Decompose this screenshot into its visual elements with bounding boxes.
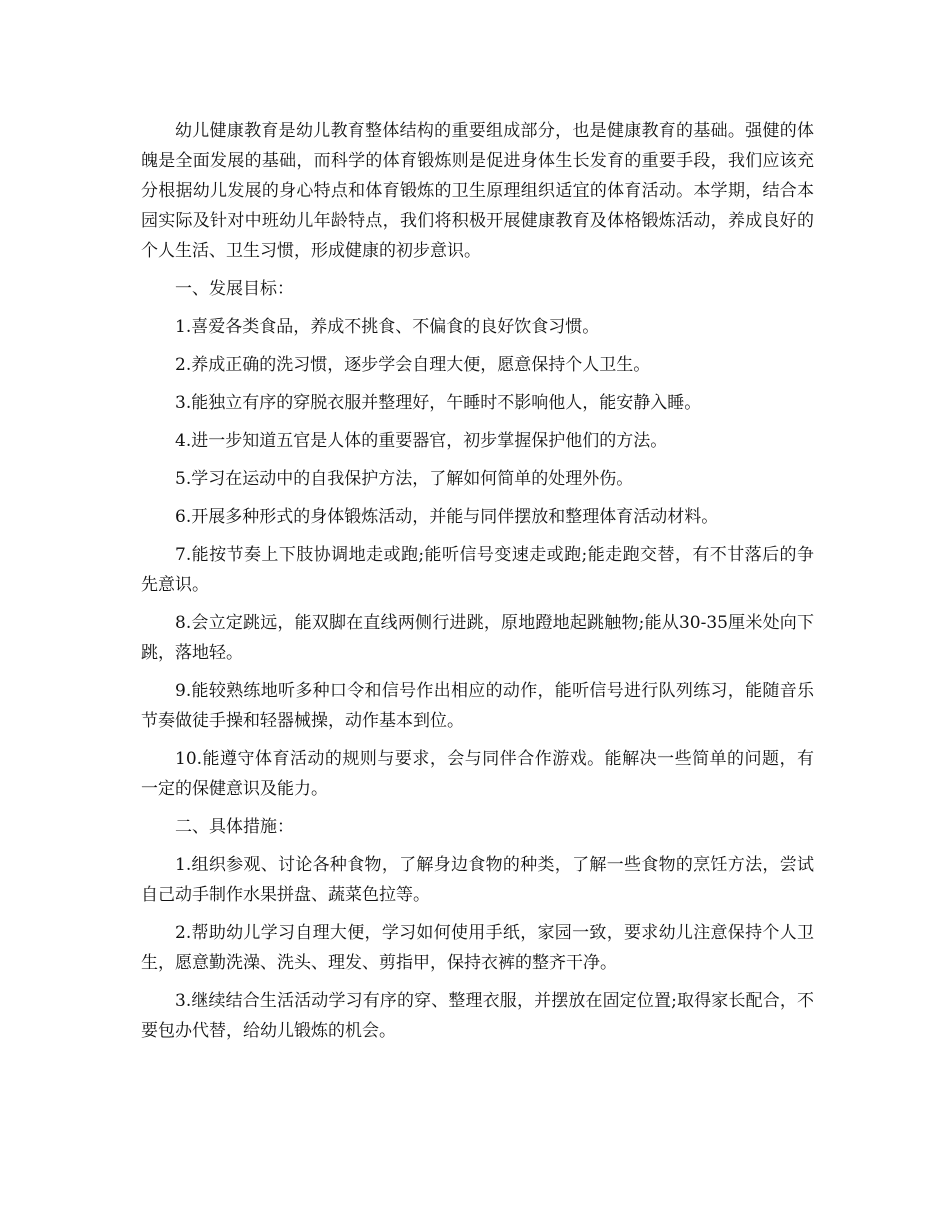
goal-item-4: 4.进一步知道五官是人体的重要器官，初步掌握保护他们的方法。 xyxy=(175,431,668,451)
goal-item-5: 5.学习在运动中的自我保护方法，了解如何简单的处理外伤。 xyxy=(175,469,634,489)
goal-item-9: 9.能较熟练地听多种口令和信号作出相应的动作，能听信号进行队列练习，能随音乐节奏做徒手操和轻器械操，动作基本到位。 xyxy=(141,681,814,731)
goal-item-10: 10.能遵守体育活动的规则与要求，会与同伴合作游戏。能解决一些简单的问题，有一定的保健意识及能力。 xyxy=(141,749,814,799)
measure-item-3: 3.继续结合生活活动学习有序的穿、整理衣服，并摆放在固定位置;取得家长配合，不要包办代替，给幼儿锻炼的机会。 xyxy=(141,991,814,1041)
goal-item-7: 7.能按节奏上下肢协调地走或跑;能听信号变速走或跑;能走跑交替，有不甘落后的争先意识。 xyxy=(141,545,814,595)
goal-item-3: 3.能独立有序的穿脱衣服并整理好，午睡时不影响他人，能安静入睡。 xyxy=(175,393,702,413)
goal-item-1: 1.喜爱各类食品，养成不挑食、不偏食的良好饮食习惯。 xyxy=(175,317,600,337)
section-heading-goals: 一、发展目标： xyxy=(175,279,294,299)
measure-item-1: 1.组织参观、讨论各种食物，了解身边食物的种类，了解一些食物的烹饪方法，尝试自己动手制作水果拼盘、蔬菜色拉等。 xyxy=(141,855,814,905)
document-body xyxy=(141,116,814,1054)
measure-item-2: 2.帮助幼儿学习自理大便，学习如何使用手纸，家园一致，要求幼儿注意保持个人卫生，愿意勤洗澡、洗头、理发、剪指甲，保持衣裤的整齐干净。 xyxy=(141,923,814,973)
goal-item-8: 8.会立定跳远，能双脚在直线两侧行进跳，原地蹬地起跳触物;能从30-35厘米处向下跳，落地轻。 xyxy=(141,613,814,663)
goal-item-2: 2.养成正确的洗习惯，逐步学会自理大便，愿意保持个人卫生。 xyxy=(175,355,651,375)
intro-paragraph: 幼儿健康教育是幼儿教育整体结构的重要组成部分，也是健康教育的基础。强健的体魄是全面发展的基础，而科学的体育锻炼则是促进身体生长发育的重要手段，我们应该充分根据幼儿发展的身心特点和体育锻炼的卫生原理组织适宜的体育活动。本学期，结合本园实际及针对中班幼儿年龄特点，我们将积极开展健康教育及体格锻炼活动，养成良好的个人生活、卫生习惯，形成健康的初步意识。 xyxy=(141,121,814,261)
goal-item-6: 6.开展多种形式的身体锻炼活动，并能与同伴摆放和整理体育活动材料。 xyxy=(175,507,719,527)
section-heading-measures: 二、具体措施： xyxy=(175,817,294,837)
